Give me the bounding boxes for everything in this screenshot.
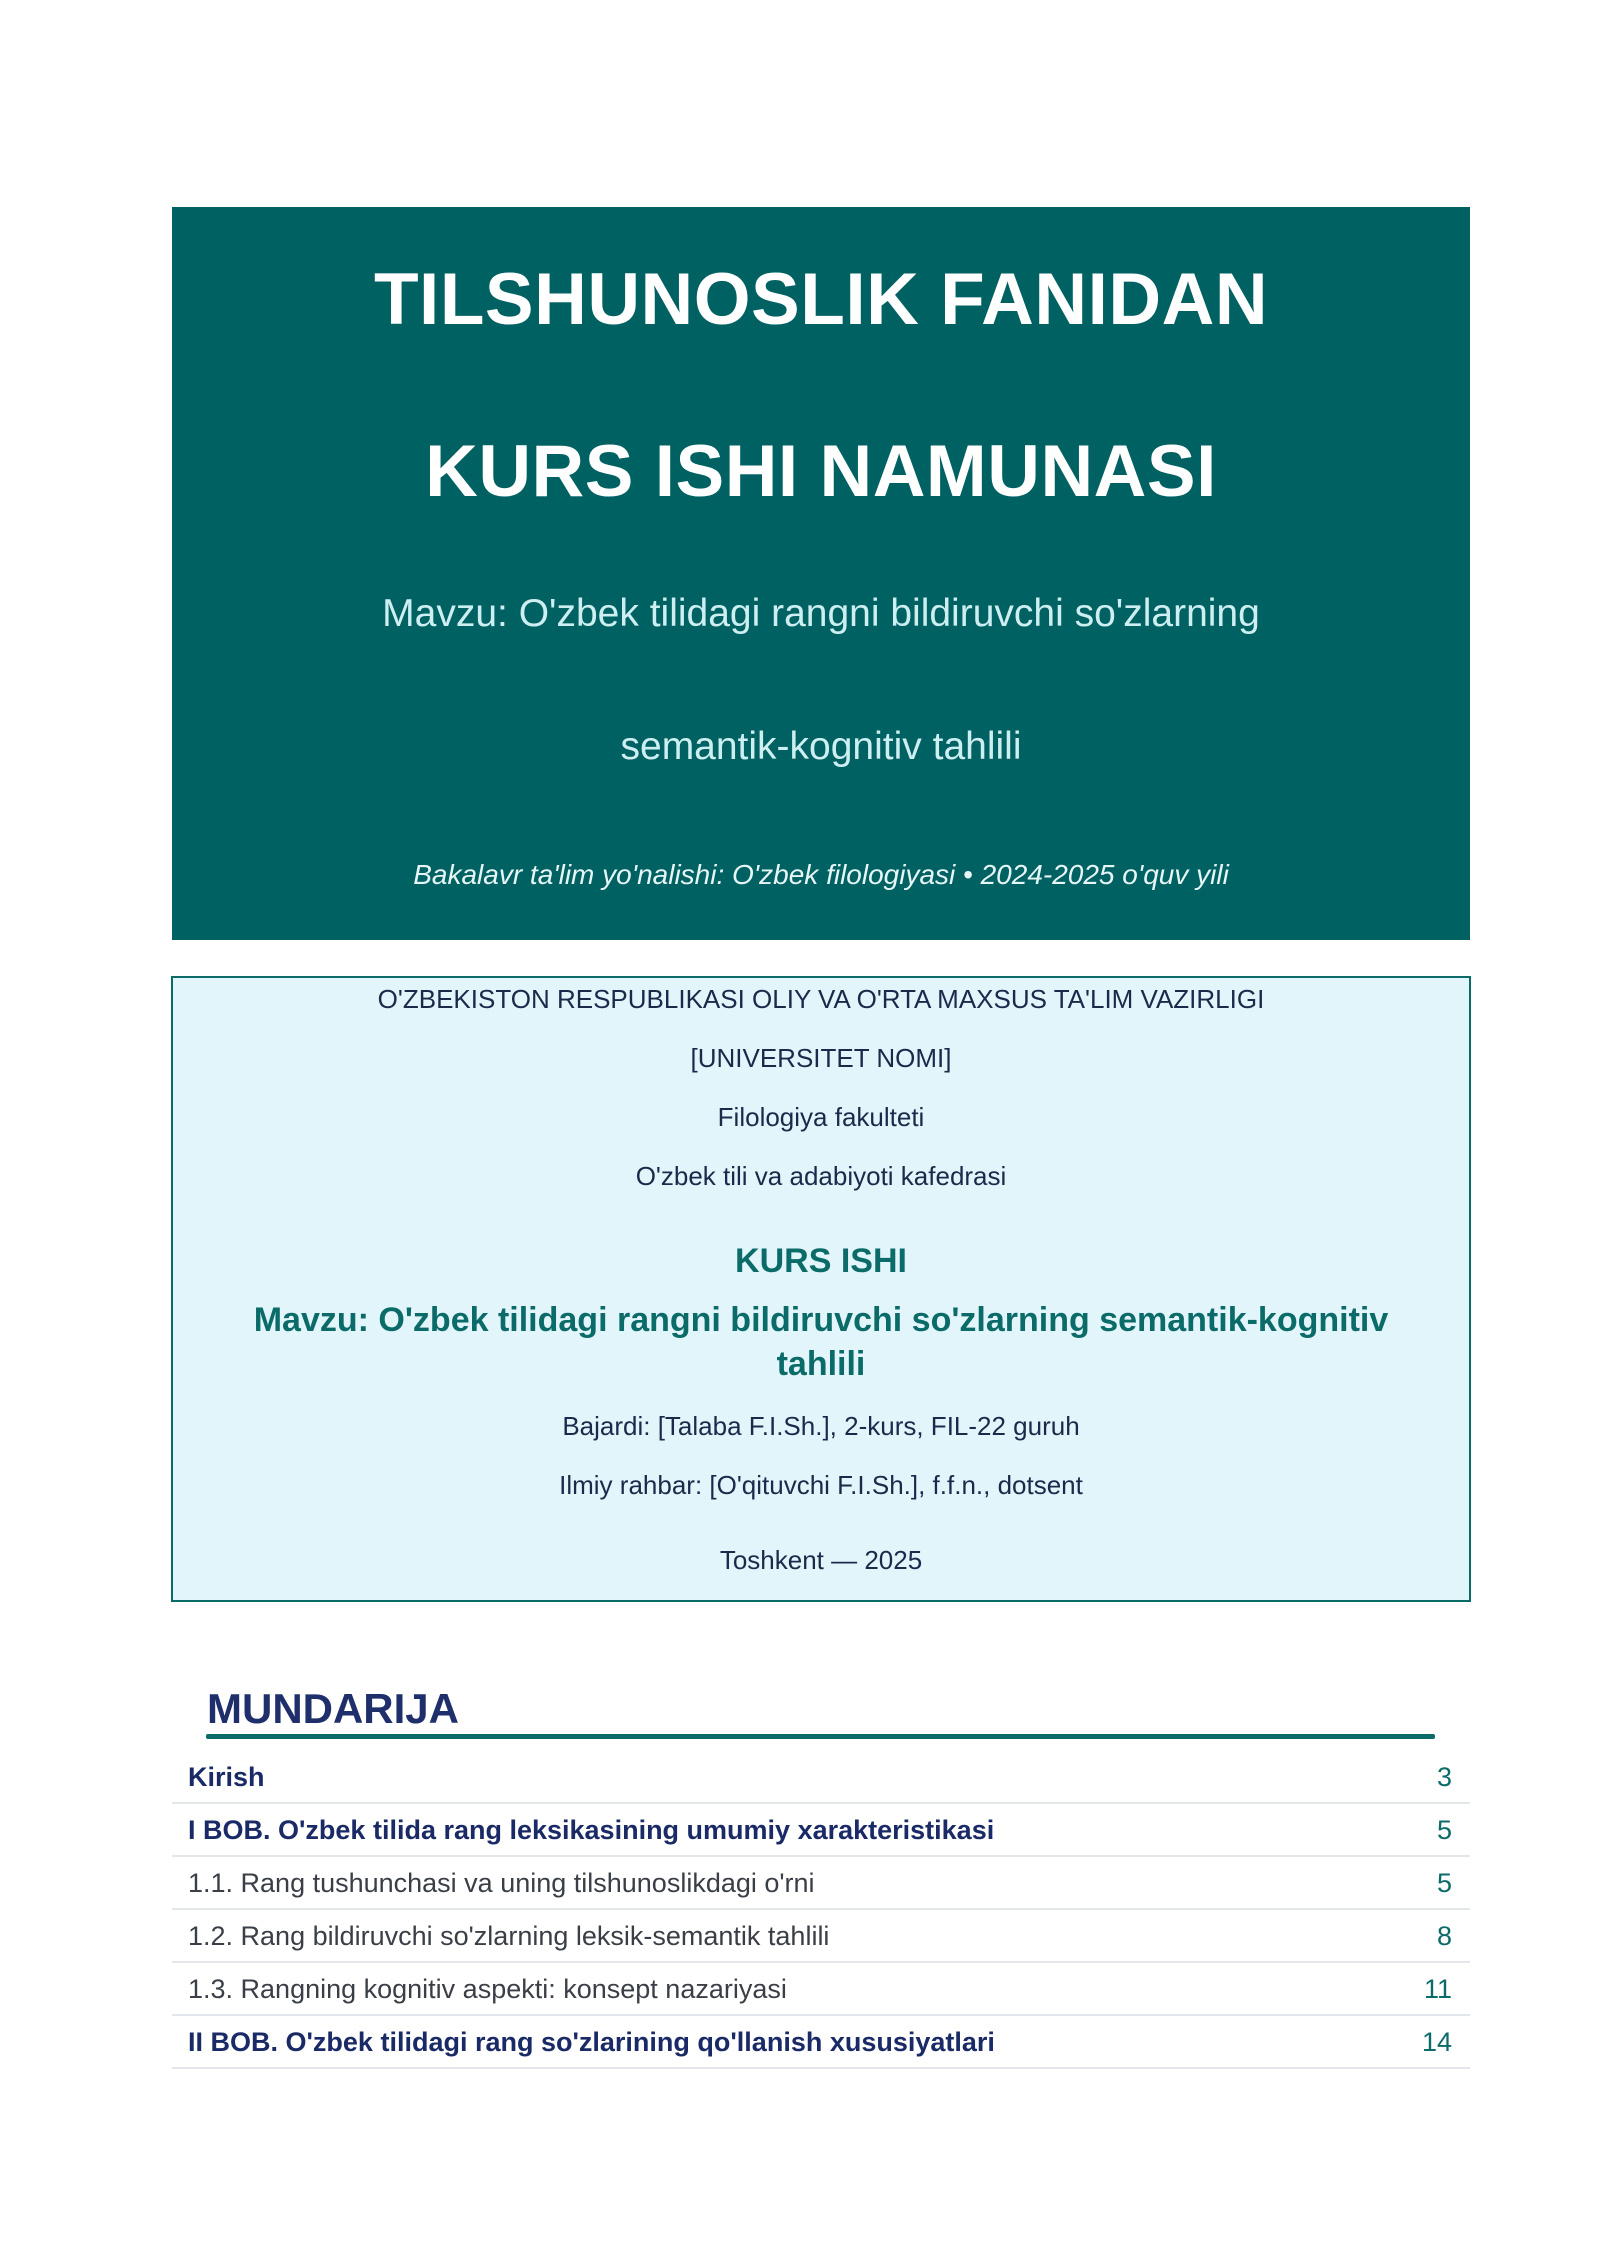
toc-row[interactable] <box>172 2016 1470 2069</box>
toc-item-text: 1.2. Rang bildiruvchi so'zlarning leksik-semantik tahlili <box>188 1921 830 1951</box>
toc-heading: MUNDARIJA <box>207 1685 459 1732</box>
toc-item-page: 5 <box>1436 1868 1452 1898</box>
cover-subtitle-line1: Mavzu: O'zbek tilidagi rangni bildiruvchi so'zlarning <box>382 592 1260 635</box>
toc-item-page: 11 <box>1423 1974 1452 2004</box>
department-name: O'zbek tili va adabiyoti kafedrasi <box>635 1161 1007 1191</box>
work-type-heading: KURS ISHI <box>735 1242 907 1280</box>
toc-item-text: II BOB. O'zbek tilidagi rang so'zlarining qo'llanish xususiyatlari <box>188 2027 995 2057</box>
toc-item-text: 1.3. Rangning kognitiv aspekti: konsept nazariyasi <box>188 1974 787 2004</box>
toc-item-text: Kirish <box>188 1762 265 1792</box>
toc-row[interactable] <box>172 1751 1470 1804</box>
university-name: [UNIVERSITET NOMI] <box>690 1043 952 1073</box>
toc-row[interactable] <box>172 1963 1470 2016</box>
cover-title-line2: KURS ISHI NAMUNASI <box>425 431 1217 512</box>
toc-row[interactable] <box>172 1910 1470 1963</box>
place-year: Toshkent — 2025 <box>719 1545 923 1575</box>
toc-row[interactable] <box>172 1804 1470 1857</box>
toc-row[interactable] <box>172 1857 1470 1910</box>
title-page-box <box>171 976 1471 1602</box>
cover-subtitle-line2: semantik-kognitiv tahlili <box>620 725 1022 768</box>
ministry-name: O'ZBEKISTON RESPUBLIKASI OLIY VA O'RTA MAXSUS TA'LIM VAZIRLIGI <box>377 984 1265 1014</box>
topic-heading: Mavzu: O'zbek tilidagi rangni bildiruvchi so'zlarning semantik-kognitiv tahlili <box>253 1301 1389 1383</box>
toc-divider <box>206 1734 1435 1739</box>
table-of-contents <box>172 1751 1470 2069</box>
cover-banner <box>172 207 1470 940</box>
faculty-name: Filologiya fakulteti <box>717 1102 925 1132</box>
toc-item-text: 1.1. Rang tushunchasi va uning tilshunoslikdagi o'rni <box>188 1868 815 1898</box>
cover-title-line1: TILSHUNOSLIK FANIDAN <box>373 259 1269 340</box>
toc-item-page: 8 <box>1436 1921 1452 1951</box>
toc-item-page: 14 <box>1421 2027 1452 2057</box>
cover-meta: Bakalavr ta'lim yo'nalishi: O'zbek filologiyasi • 2024-2025 o'quv yili <box>413 859 1229 890</box>
toc-item-page: 5 <box>1436 1815 1452 1845</box>
toc-item-page: 3 <box>1436 1762 1452 1792</box>
supervisor-line: Ilmiy rahbar: [O'qituvchi F.I.Sh.], f.f.n., dotsent <box>559 1470 1083 1500</box>
author-line: Bajardi: [Talaba F.I.Sh.], 2-kurs, FIL-22 guruh <box>562 1411 1080 1441</box>
toc-item-text: I BOB. O'zbek tilida rang leksikasining umumiy xarakteristikasi <box>188 1815 995 1845</box>
